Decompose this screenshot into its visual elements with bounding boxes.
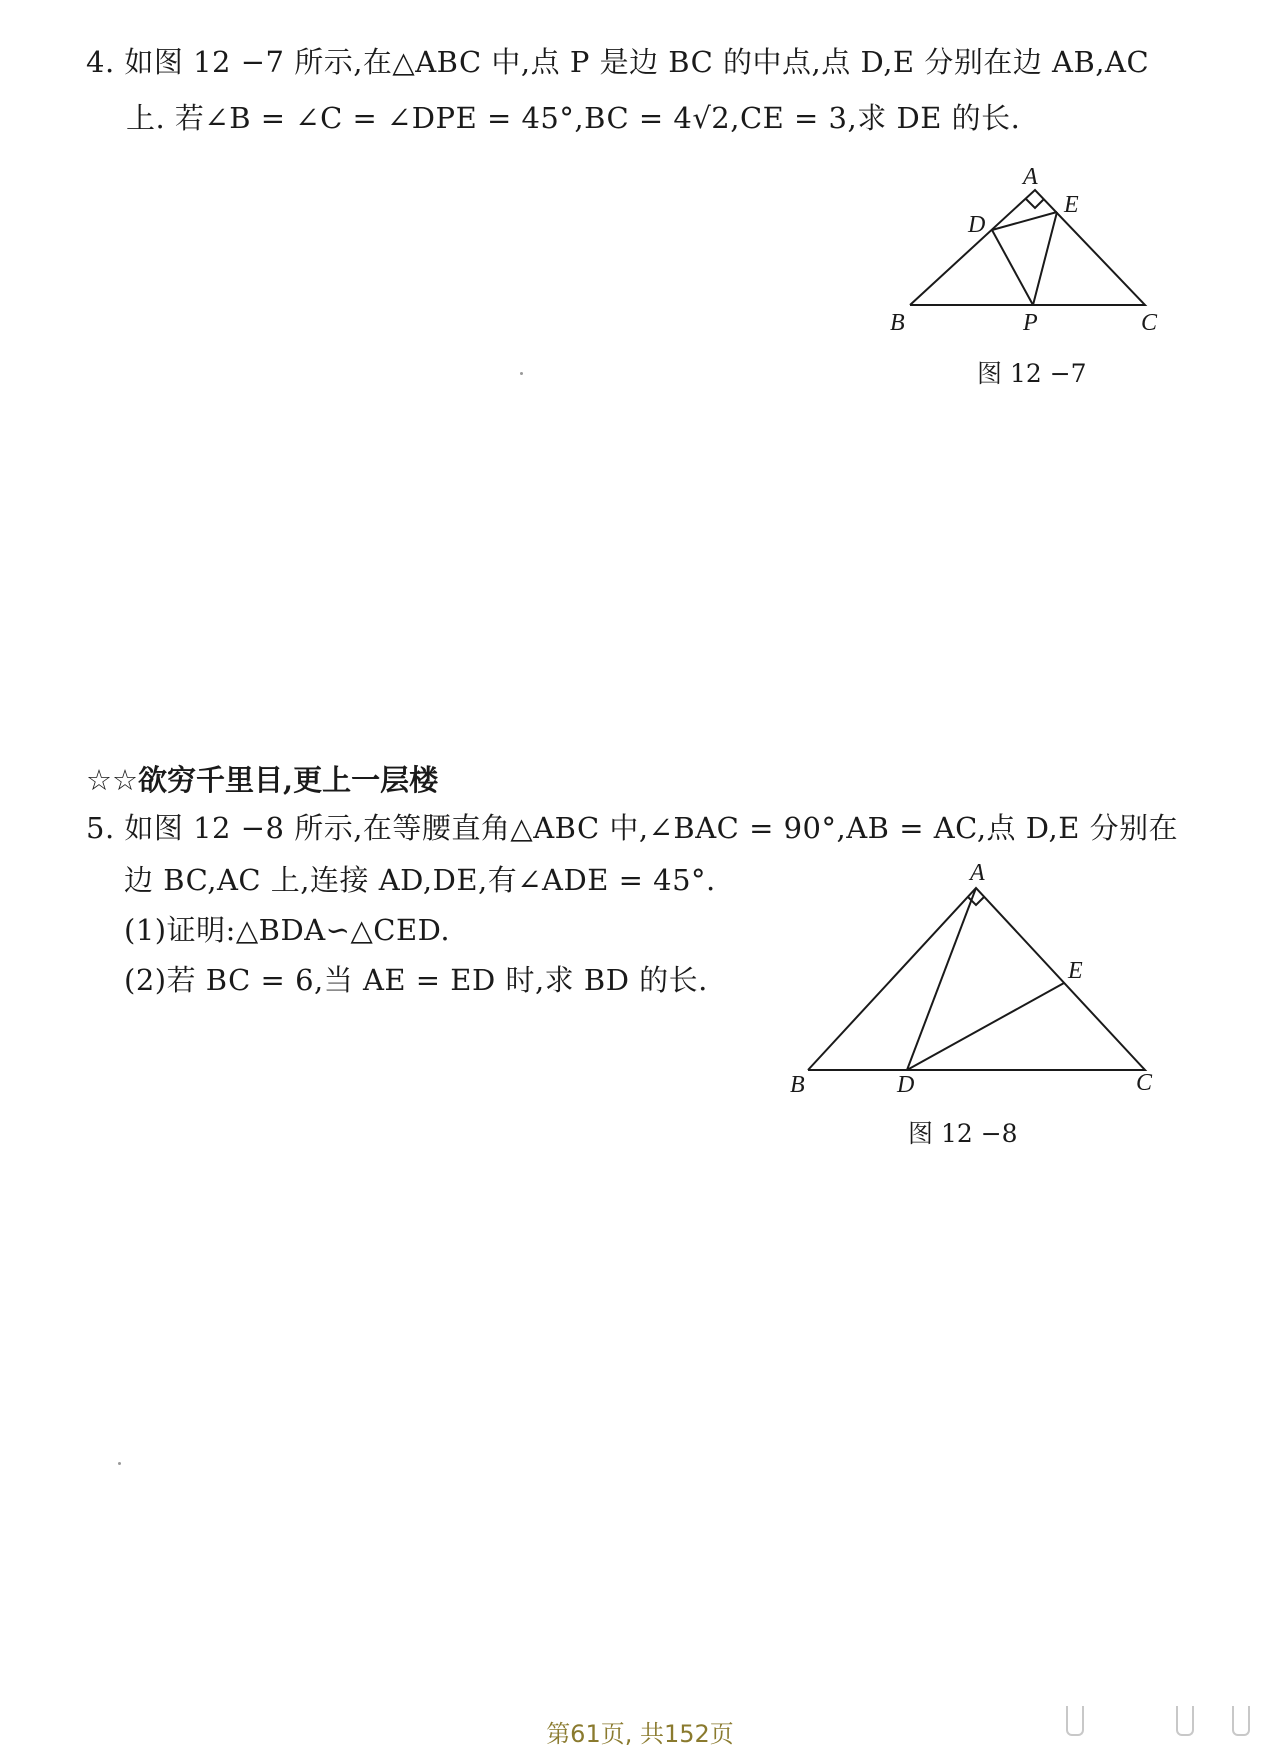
label-a: A: [1023, 164, 1038, 190]
label-b: B: [890, 310, 905, 336]
problem-5-part-2: (2)若 BC = 6,当 AE = ED 时,求 BD 的长.: [124, 963, 708, 997]
label-e: E: [1064, 192, 1079, 218]
problem-4-line-2: 上. 若∠B = ∠C = ∠DPE = 45°,BC = 4√2,CE = 3,求 DE 的长.: [126, 101, 1021, 135]
figure-12-8-caption: 图 12 −8: [908, 1119, 1018, 1148]
problem-5-line-2: 边 BC,AC 上,连接 AD,DE,有∠ADE = 45°.: [124, 863, 716, 897]
figure-12-7: [880, 160, 1180, 340]
section-title: 欲穷千里目,更上一层楼: [138, 763, 439, 797]
problem-5-part-1: (1)证明:△BDA∽△CED.: [124, 913, 451, 947]
section-heading: [86, 760, 438, 800]
segment-de: [907, 983, 1064, 1070]
label-b: B: [790, 1072, 805, 1098]
label-d: D: [968, 212, 986, 238]
figure-12-8: [790, 858, 1170, 1098]
label-c: C: [1136, 1070, 1153, 1096]
segment-pe: [1033, 212, 1057, 305]
label-d: D: [897, 1072, 915, 1098]
segment-dp: [992, 230, 1033, 305]
triangle-abc: [808, 888, 1145, 1070]
label-a: A: [970, 860, 985, 886]
right-angle-mark-a: [1026, 199, 1044, 208]
triangle-abc: [910, 190, 1145, 305]
label-p: P: [1023, 310, 1038, 336]
star-icons: ☆☆: [86, 763, 138, 797]
figure-12-7-caption: 图 12 −7: [977, 359, 1087, 388]
page-indicator: 第61页, 共152页: [546, 1720, 734, 1748]
segment-ad: [907, 888, 976, 1070]
scan-speck: [118, 1462, 121, 1465]
problem-5-line-1: 5. 如图 12 −8 所示,在等腰直角△ABC 中,∠BAC = 90°,AB = AC,点 D,E 分别在: [86, 811, 1179, 845]
problem-4-line-1: 4. 如图 12 −7 所示,在△ABC 中,点 P 是边 BC 的中点,点 D,E 分别在边 AB,AC: [86, 45, 1150, 79]
scan-speck: [520, 372, 523, 375]
label-c: C: [1141, 310, 1158, 336]
label-e: E: [1068, 958, 1083, 984]
